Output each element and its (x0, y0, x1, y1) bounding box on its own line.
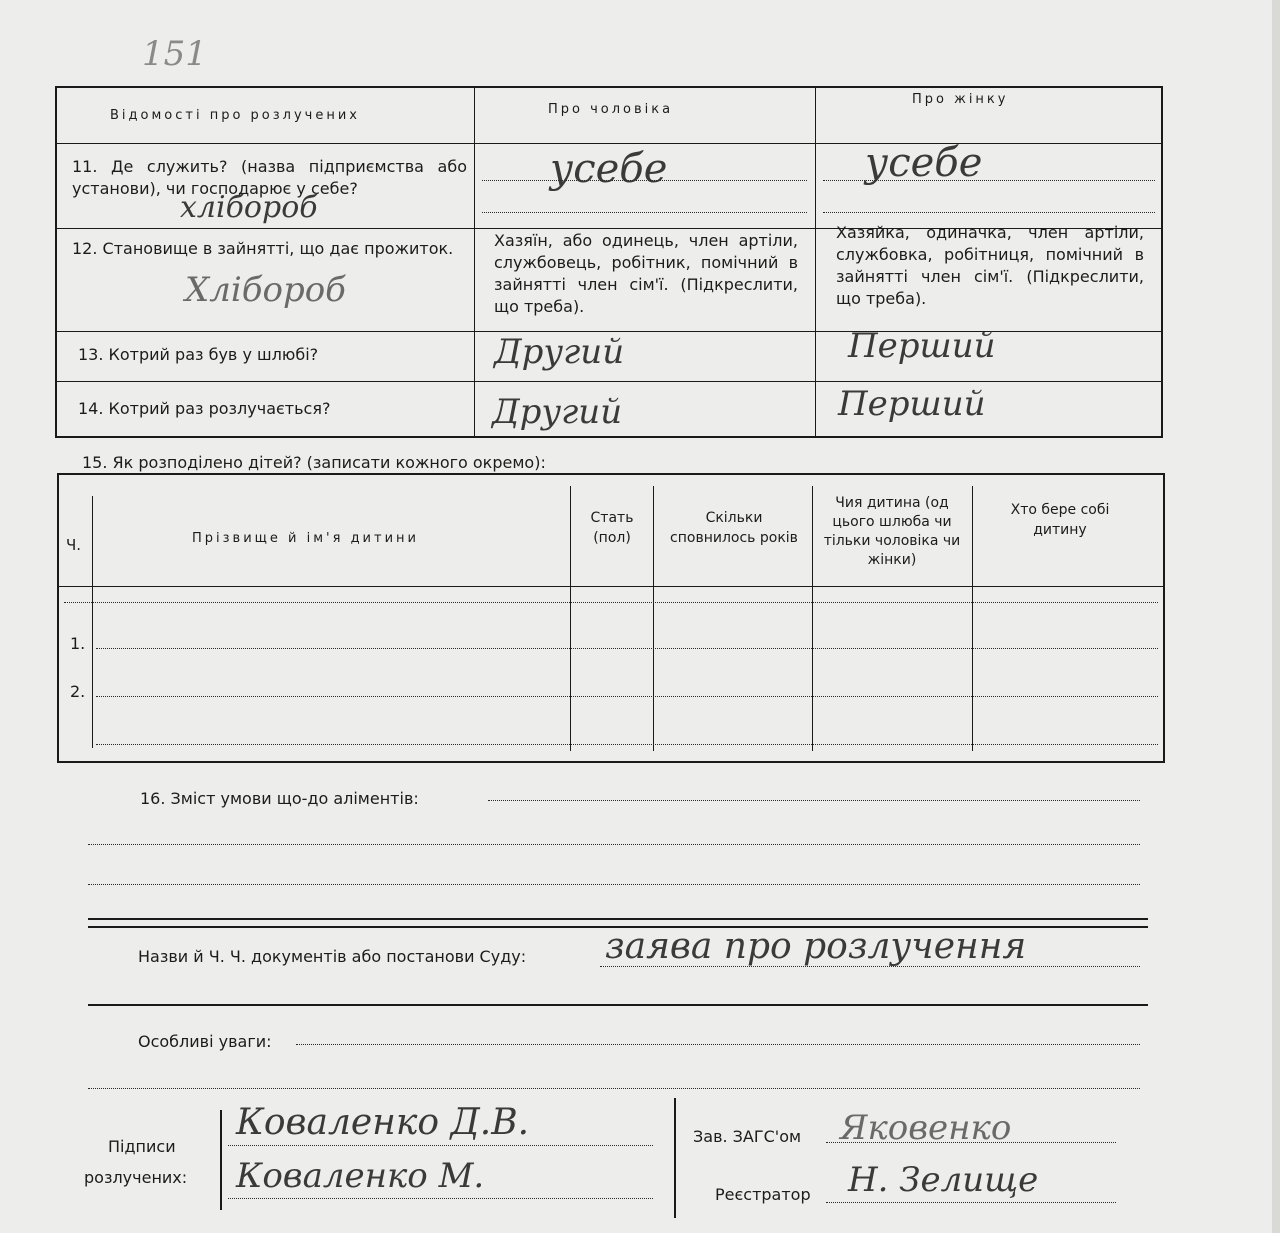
question-14: 14. Котрий раз розлучається? (78, 399, 331, 418)
husband-marriage-count: Другий (494, 332, 625, 372)
col-whose-child: Чия дитина (од цього шлюба чи тільки чоловіка чи жінки) (823, 495, 961, 568)
wife-occupation-options: Хазяйка, одиначка, член артіли, службовка, робітниця, помічний в зайнятті член сім'ї. (Підкреслити, що треба). (836, 223, 1144, 308)
documents-value: заява про розлучення (605, 926, 1027, 967)
header-about-divorced: Відомості про розлучених (110, 108, 360, 123)
question-13: 13. Котрий раз був у шлюбі? (78, 345, 319, 364)
question-12: 12. Становище в зайнятті, що дає прожиток. (72, 239, 454, 258)
child-row-1-number: 1. (70, 634, 86, 653)
question-11-handwritten: хлібороб (180, 190, 318, 225)
signatures-label-line2: розлучених: (84, 1168, 188, 1187)
alimony-field[interactable] (488, 800, 1140, 801)
wife-marriage-count: Перший (848, 326, 996, 366)
remarks-field[interactable] (296, 1044, 1140, 1045)
child-row-2-number: 2. (70, 682, 86, 701)
registrar-label: Реєстратор (715, 1185, 811, 1204)
head-label: Зав. ЗАГС'ом (693, 1127, 802, 1146)
col-number: Ч. (66, 536, 82, 554)
remarks-label: Особливі уваги: (138, 1032, 272, 1051)
header-about-wife: Про жінку (912, 92, 1009, 107)
wife-workplace: усебе (865, 140, 983, 186)
husband-occupation-options: Хазяїн, або одинець, член артіли, службовець, робітник, помічний в зайнятті член сім'ї. (Підкреслити, що треба). (494, 231, 798, 316)
wife-divorce-count: Перший (838, 384, 986, 424)
col-who-takes: Хто бере собі дитину (1010, 502, 1110, 538)
col-child-name: Прізвище й ім'я дитини (192, 531, 419, 546)
husband-workplace: усебе (550, 146, 668, 192)
alimony-label: 16. Зміст умови що-до аліментів: (140, 789, 419, 808)
signatures-label-line1: Підписи (108, 1137, 176, 1156)
documents-label: Назви й Ч. Ч. документів або постанови Суду: (138, 947, 527, 966)
signature-spouse-1: Коваленко Д.В. (236, 1102, 530, 1143)
question-12-handwritten: Хлібороб (185, 270, 346, 310)
col-age: Скільки сповнилось років (670, 510, 798, 546)
question-11: 11. Де служить? (назва підприємства або установи), чи господарює у себе? (72, 157, 467, 198)
husband-divorce-count: Другий (492, 392, 623, 432)
children-title: 15. Як розподілено дітей? (записати кожного окремо): (82, 453, 546, 472)
signature-spouse-2: Коваленко М. (236, 1156, 485, 1196)
page-mark: 151 (142, 34, 207, 74)
head-signature: Яковенко (840, 1108, 1012, 1148)
registrar-signature: Н. Зелище (848, 1160, 1039, 1200)
col-sex: Стать (пол) (590, 510, 634, 546)
header-about-husband: Про чоловіка (548, 102, 674, 117)
